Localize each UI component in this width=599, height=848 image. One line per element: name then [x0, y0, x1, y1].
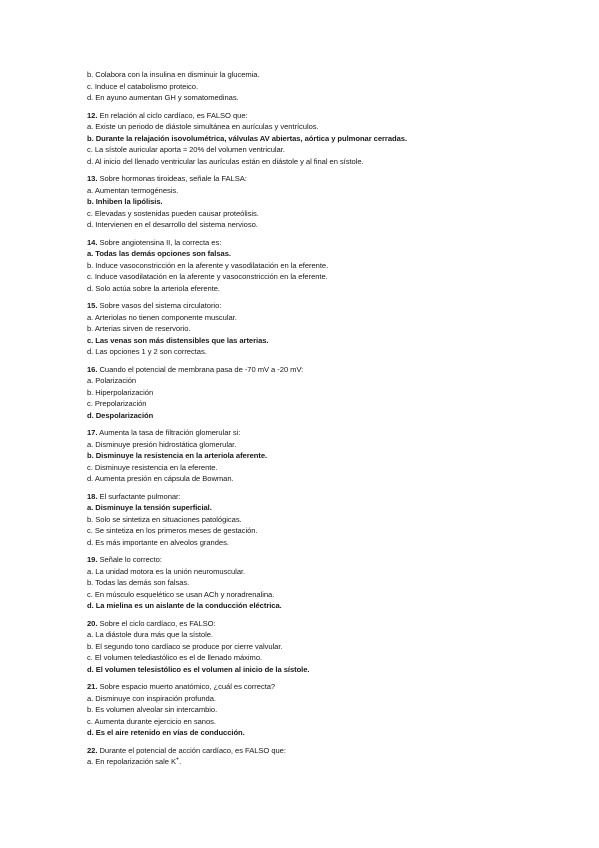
answer-option	[87, 514, 527, 526]
question-text: Aumenta la tasa de filtración glomerular si:	[99, 428, 241, 437]
answer-option	[87, 219, 527, 231]
option-text: b. Inhiben la lipólisis.	[87, 197, 163, 206]
option-text: a. Arteriolas no tienen componente muscular.	[87, 312, 237, 322]
answer-option	[87, 208, 527, 220]
option-text: d. Solo actúa sobre la arteriola eferente.	[87, 283, 220, 293]
answer-option	[87, 537, 527, 549]
option-text: b. Durante la relajación isovolumétrica, válvulas AV abiertas, aórtica y pulmonar cerradas.	[87, 133, 408, 143]
option-text: d. Despolarización	[87, 410, 154, 420]
question-text: Durante el potencial de acción cardíaco, es FALSO que:	[99, 745, 286, 755]
question-stem	[87, 427, 527, 439]
question-stem	[87, 364, 527, 376]
correct-answer-option	[87, 133, 527, 145]
option-text: c. Se sintetiza en los primeros meses de gestación.	[87, 526, 258, 535]
question-number: 16.	[87, 364, 98, 374]
option-text: d. Intervienen en el desarrollo del sistema nervioso.	[87, 220, 258, 229]
option-text: c. Induce vasodilatación en la aferente y vasoconstricción en la eferente.	[87, 272, 328, 281]
question-stem	[87, 681, 527, 693]
question-number: 12.	[87, 110, 98, 120]
option-text: a. Existe un periodo de diástole simultánea en aurículas y ventrículos.	[87, 122, 319, 131]
question-text: Sobre vasos del sistema circulatorio:	[99, 301, 222, 310]
answer-option	[87, 121, 527, 133]
option-text: a. Disminuye la tensión superficial.	[87, 503, 212, 512]
question-stem	[87, 237, 527, 249]
option-text: b. Hiperpolarización	[87, 387, 154, 397]
option-text: b. Induce vasoconstricción en la aferente y vasodilatación en la eferente.	[87, 260, 329, 270]
answer-option	[87, 652, 527, 664]
correct-answer-option	[87, 335, 527, 347]
option-text: c. Elevadas y sostenidas pueden causar proteólisis.	[87, 208, 259, 218]
question-stem	[87, 110, 527, 122]
answer-option	[87, 375, 527, 387]
question-number: 22.	[87, 745, 98, 755]
question-text: El surfactante pulmonar:	[99, 491, 181, 501]
answer-option	[87, 589, 527, 601]
answer-option	[87, 473, 527, 485]
answer-option	[87, 387, 527, 399]
option-text: d. Es más importante en alveolos grandes.	[87, 537, 229, 547]
question-text: Sobre espacio muerto anatómico, ¿cuál es correcta?	[99, 682, 276, 691]
answer-option	[87, 398, 527, 410]
question-text: Cuando el potencial de membrana pasa de -70 mV a -20 mV:	[99, 364, 304, 374]
answer-option	[87, 693, 527, 705]
option-text: d. Aumenta presión en cápsula de Bowman.	[87, 474, 234, 483]
answer-option	[87, 716, 527, 728]
question-number: 21.	[87, 682, 98, 691]
correct-answer-option	[87, 450, 527, 462]
answer-option	[87, 629, 527, 641]
correct-answer-option	[87, 196, 527, 208]
question-stem	[87, 173, 527, 185]
question-number: 17.	[87, 428, 98, 437]
option-text: b. Es volumen alveolar sin intercambio.	[87, 705, 218, 714]
option-text: c. La sístole auricular aporta ≈ 20% del volumen ventricular.	[87, 145, 285, 154]
option-text: c. Disminuye resistencia en la eferente.	[87, 462, 218, 472]
question-text: Señale lo correcto:	[99, 555, 162, 564]
answer-option	[87, 346, 527, 358]
question-stem	[87, 618, 527, 630]
option-text: c. En músculo esquelético se usan ACh y noradrenalina.	[87, 589, 275, 599]
question-stem	[87, 491, 527, 503]
option-text: d. La mielina es un aislante de la conducción eléctrica.	[87, 601, 282, 610]
option-text: d. Es el aire retenido en vías de conducción.	[87, 728, 245, 737]
answer-option	[87, 577, 527, 589]
question-text: Sobre angiotensina II, la correcta es:	[99, 237, 222, 247]
question-text: En relación al ciclo cardíaco, es FALSO que:	[99, 110, 248, 120]
correct-answer-option	[87, 502, 527, 514]
answer-option: c. Induce el catabolismo proteico.	[87, 81, 199, 91]
option-text: a. Polarización	[87, 376, 137, 385]
correct-answer-option	[87, 727, 527, 739]
question-number: 18.	[87, 491, 98, 501]
question-stem	[87, 745, 527, 757]
option-text: c. Aumenta durante ejercicio en sanos.	[87, 716, 216, 726]
answer-option	[87, 462, 527, 474]
correct-answer-option	[87, 600, 527, 612]
question-number: 14.	[87, 237, 98, 247]
answer-option	[87, 439, 527, 451]
answer-option	[87, 144, 527, 156]
option-text: a. Disminuye con inspiración profunda.	[87, 693, 216, 703]
question-number: 13.	[87, 174, 98, 183]
answer-option	[87, 641, 527, 653]
answer-option	[87, 156, 527, 168]
correct-answer-option	[87, 410, 527, 422]
option-text: c. El volumen telediastólico es el de llenado máximo.	[87, 653, 263, 662]
option-text: c. Las venas son más distensibles que las arterias.	[87, 335, 269, 345]
answer-option: b. Colabora con la insulina en disminuir la glucemia.	[87, 70, 260, 79]
option-text: b. Todas las demás son falsas.	[87, 578, 190, 587]
question-text: Sobre el ciclo cardíaco, es FALSO:	[99, 618, 216, 628]
option-text: d. Al inicio del llenado ventricular las aurículas están en diástole y al final en sístole.	[87, 156, 364, 166]
answer-option	[87, 260, 527, 272]
question-list	[87, 69, 527, 768]
option-text: d. Las opciones 1 y 2 son correctas.	[87, 347, 207, 356]
answer-option	[87, 756, 527, 768]
option-text: a. La diástole dura más que la sístole.	[87, 630, 213, 639]
question-number: 15.	[87, 301, 98, 310]
question-stem	[87, 300, 527, 312]
answer-option	[87, 323, 527, 335]
correct-answer-option	[87, 248, 527, 260]
option-tail: .	[179, 757, 182, 766]
correct-answer-option	[87, 664, 527, 676]
question-number: 20.	[87, 618, 98, 628]
question-number: 19.	[87, 555, 98, 564]
option-text: a. Aumentan termogénesis.	[87, 185, 179, 195]
superscript: +	[175, 756, 180, 763]
option-text: c. Prepolarización	[87, 399, 147, 408]
answer-option	[87, 704, 527, 716]
answer-option	[87, 312, 527, 324]
answer-option	[87, 566, 527, 578]
option-text: b. Solo se sintetiza en situaciones patológicas.	[87, 514, 242, 524]
answer-option: d. En ayuno aumentan GH y somatomedinas.	[87, 93, 239, 102]
answer-option	[87, 271, 527, 283]
option-text: b. Disminuye la resistencia en la arteriola aferente.	[87, 451, 268, 460]
answer-option	[87, 185, 527, 197]
option-text: d. El volumen telesistólico es el volumen al inicio de la sístole.	[87, 664, 310, 674]
option-text: a. En repolarización sale K	[87, 757, 176, 766]
question-stem	[87, 554, 527, 566]
answer-option	[87, 283, 527, 295]
option-text: b. El segundo tono cardíaco se produce por cierre valvular.	[87, 641, 283, 651]
option-text: b. Arterias sirven de reservorio.	[87, 324, 191, 333]
question-text: Sobre hormonas tiroideas, señale la FALSA:	[99, 174, 247, 183]
option-text: a. Disminuye presión hidrostática glomerular.	[87, 439, 237, 449]
option-text: a. Todas las demás opciones son falsas.	[87, 249, 231, 258]
option-text: a. La unidad motora es la unión neuromuscular.	[87, 566, 246, 576]
answer-option	[87, 525, 527, 537]
